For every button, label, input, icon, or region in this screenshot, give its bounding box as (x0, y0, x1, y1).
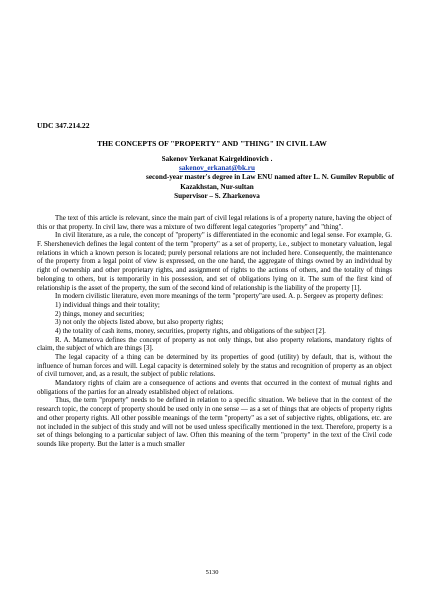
list-item: 4) the totality of cash items, money, securities, property rights, and obligations of the subject [2]. (55, 326, 326, 335)
author-block (40, 155, 394, 201)
udc-code: UDC 347.214.22 (37, 121, 90, 130)
supervisor: Supervisor – S. Zharkenova (174, 191, 260, 200)
article-body (37, 214, 392, 449)
paragraph: The text of this article is relevant, since the main part of civil legal relations is of a property nature, having the object of this or that property. In civil law, there was a mixture of two different legal categories "property" and "thing". (37, 214, 392, 231)
list-item: 1) individual things and their totality; (55, 300, 160, 309)
author-affiliation-line2: Kazakhstan, Nur-sultan (180, 182, 254, 191)
paragraph: In civil literature, as a rule, the concept of "property" is differentiated in the economic and legal sense. For example, G. F. Shershenevich defines the legal content of the term "property" as a set of property, i.e., subject to monetary valuation, legal relations in which a known person is located; purely personal relations are not included here. Consequently, the maintenance of the property from a legal point of view is expressed, on the one hand, the aggregate of things owned by an individual by right of ownership and other proprietary rights, and assignment of rights to the actions of others, and the totality of things belonging to others, but is temporarily in his possession, and set of obligations lying on it. The sum of the first kind of relationship is the asset of the property, the sum of the second kind of relationship is the liability of the property [1]. (37, 231, 392, 292)
list-item: 2) things, money and securities; (55, 309, 145, 318)
page-number: 5130 (205, 569, 219, 576)
paragraph: The legal capacity of a thing can be determined by its properties of good (utility) by default, that is, without the influence of human forces and will. Legal capacity is determined solely by the status and recognition of property as an object of civil turnover, and, as a result, the subject of public relations. (37, 353, 392, 379)
list-item: 3) not only the objects listed above, but also property rights; (55, 318, 224, 327)
author-name: Sakenov Yerkanat Kairgeldinovich . (161, 155, 273, 163)
article-title: THE CONCEPTS OF "PROPERTY" AND "THING" IN CIVIL LAW (97, 139, 327, 148)
author-email-link[interactable]: sakenov_erkanat@bk.ru (179, 164, 255, 173)
paragraph: In modern civilistic literature, even more meanings of the term "property"are used. A. p. Sergeev as property defines: (55, 292, 384, 301)
paragraph: Thus, the term "property" needs to be defined in relation to a specific situation. We believe that in the context of the research topic, the concept of property should be used only in one sense — as a set of things that are objects of property rights and other property rights. All other possible meanings of the term "property" as a set of subjective rights, obligations, etc. are not included in the subject of this study and will not be used unless specifically mentioned in the text. Therefore, property is a set of things belonging to a particular subject of law. Often this meaning of the term "property" in the text of the Civil code sounds like property. But the latter is a much smaller (37, 396, 392, 448)
paragraph: Mandatory rights of claim are a consequence of actions and events that occurred in the context of mutual rights and obligations of the parties for an already established object of relations. (37, 379, 392, 396)
author-affiliation-line1: second-year master's degree in Law ENU named after L. N. Gumilev Republic of (146, 173, 394, 182)
paragraph: R. A. Mametova defines the concept of property as not only things, but also property relations, mandatory rights of claim, the subject of which are things [3]. (37, 335, 392, 353)
